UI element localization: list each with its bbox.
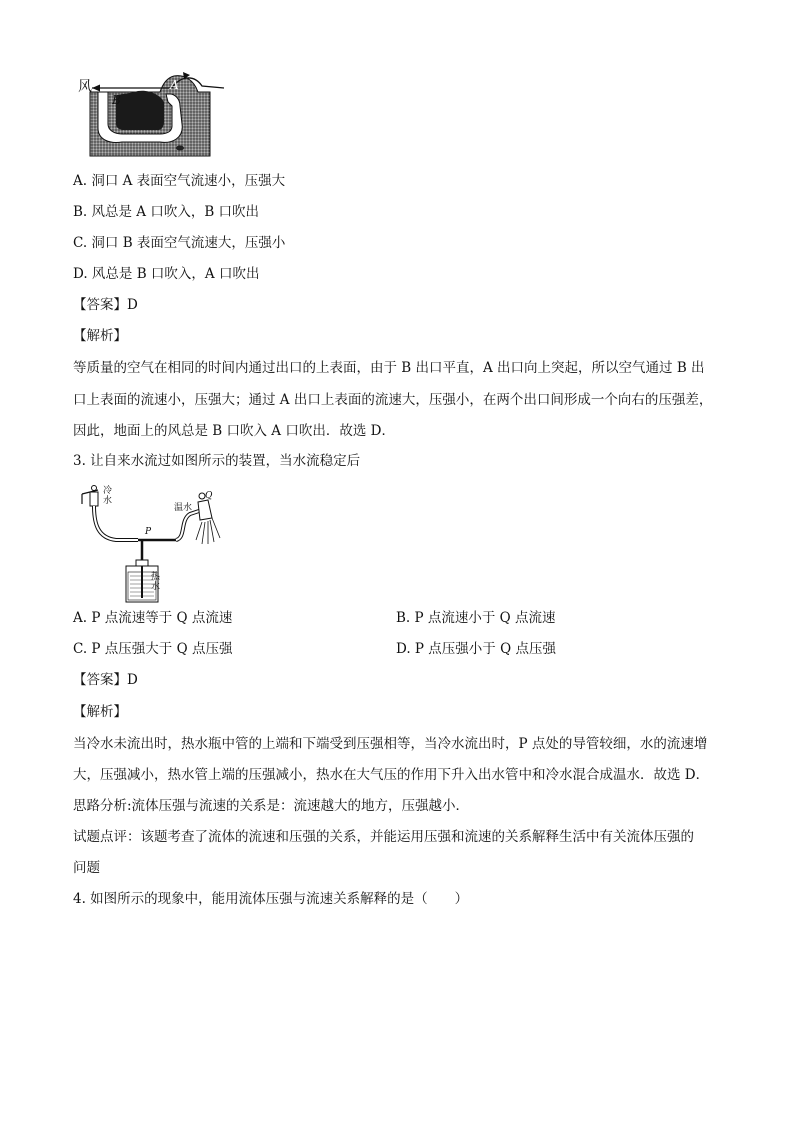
q3-analysis-line-5: 问题 [73, 860, 100, 876]
q3-option-a: A. P 点流速等于 Q 点流速 [73, 610, 233, 626]
q3-analysis-line-1: 当冷水未流出时，热水瓶中管的上端和下端受到压强相等，当冷水流出时，P 点处的导管较细，水的流速增 [73, 736, 708, 752]
q3-analysis-line-2: 大，压强减小，热水管上端的压强减小，热水在大气压的作用下升入出水管中和冷水混合成温水．故选 D． [73, 767, 710, 783]
cold-water-label: 冷水 [103, 486, 113, 506]
point-p-label: P [145, 527, 152, 537]
q2-option-a: A. 洞口 A 表面空气流速小，压强大 [73, 173, 286, 189]
q2-answer: 【答案】D [73, 297, 138, 313]
warm-water-label: 温水 [174, 503, 193, 513]
q3-option-b: B. P 点流速小于 Q 点流速 [396, 610, 556, 626]
q2-option-b: B. 风总是 A 口吹入，B 口吹出 [73, 204, 260, 220]
q2-analysis-line-3: 因此，地面上的风总是 B 口吹入 A 口吹出．故选 D． [73, 423, 395, 439]
q3-option-d: D. P 点压强小于 Q 点压强 [396, 641, 556, 657]
point-q-label: Q [205, 491, 213, 501]
q3-stem: 3. 让自来水流过如图所示的装置，当水流稳定后 [73, 453, 361, 469]
q2-analysis-line-1: 等质量的空气在相同的时间内通过出口的上表面，由于 B 出口平直，A 出口向上突起，所以空气通过 B 出 [73, 360, 705, 376]
q2-analysis-title: 【解析】 [73, 328, 127, 344]
q2-analysis-line-2: 口上表面的流速小，压强大；通过 A 出口上表面的流速大，压强小，在两个出口间形成一个向右的压强差， [73, 392, 713, 408]
hot-water-label: 热水 [151, 572, 161, 592]
wind-label: 风 [78, 79, 92, 95]
label-b: B [112, 93, 121, 107]
label-a: A [170, 78, 179, 92]
q3-analysis-title: 【解析】 [73, 704, 127, 720]
q3-analysis-line-3: 思路分析:流体压强与流速的关系是：流速越大的地方，压强越小． [73, 798, 470, 814]
q3-answer: 【答案】D [73, 672, 138, 688]
q3-analysis-line-4: 试题点评：该题考查了流体的流速和压强的关系，并能运用压强和流速的关系解释生活中有关流体压强的 [73, 829, 694, 845]
q4-stem: 4. 如图所示的现象中，能用流体压强与流速关系解释的是（ ） [73, 891, 469, 907]
burrow-figure [76, 66, 226, 158]
q2-option-c: C. 洞口 B 表面空气流速大，压强小 [73, 235, 286, 251]
q3-option-c: C. P 点压强大于 Q 点压强 [73, 641, 233, 657]
q2-option-d: D. 风总是 B 口吹入，A 口吹出 [73, 266, 260, 282]
